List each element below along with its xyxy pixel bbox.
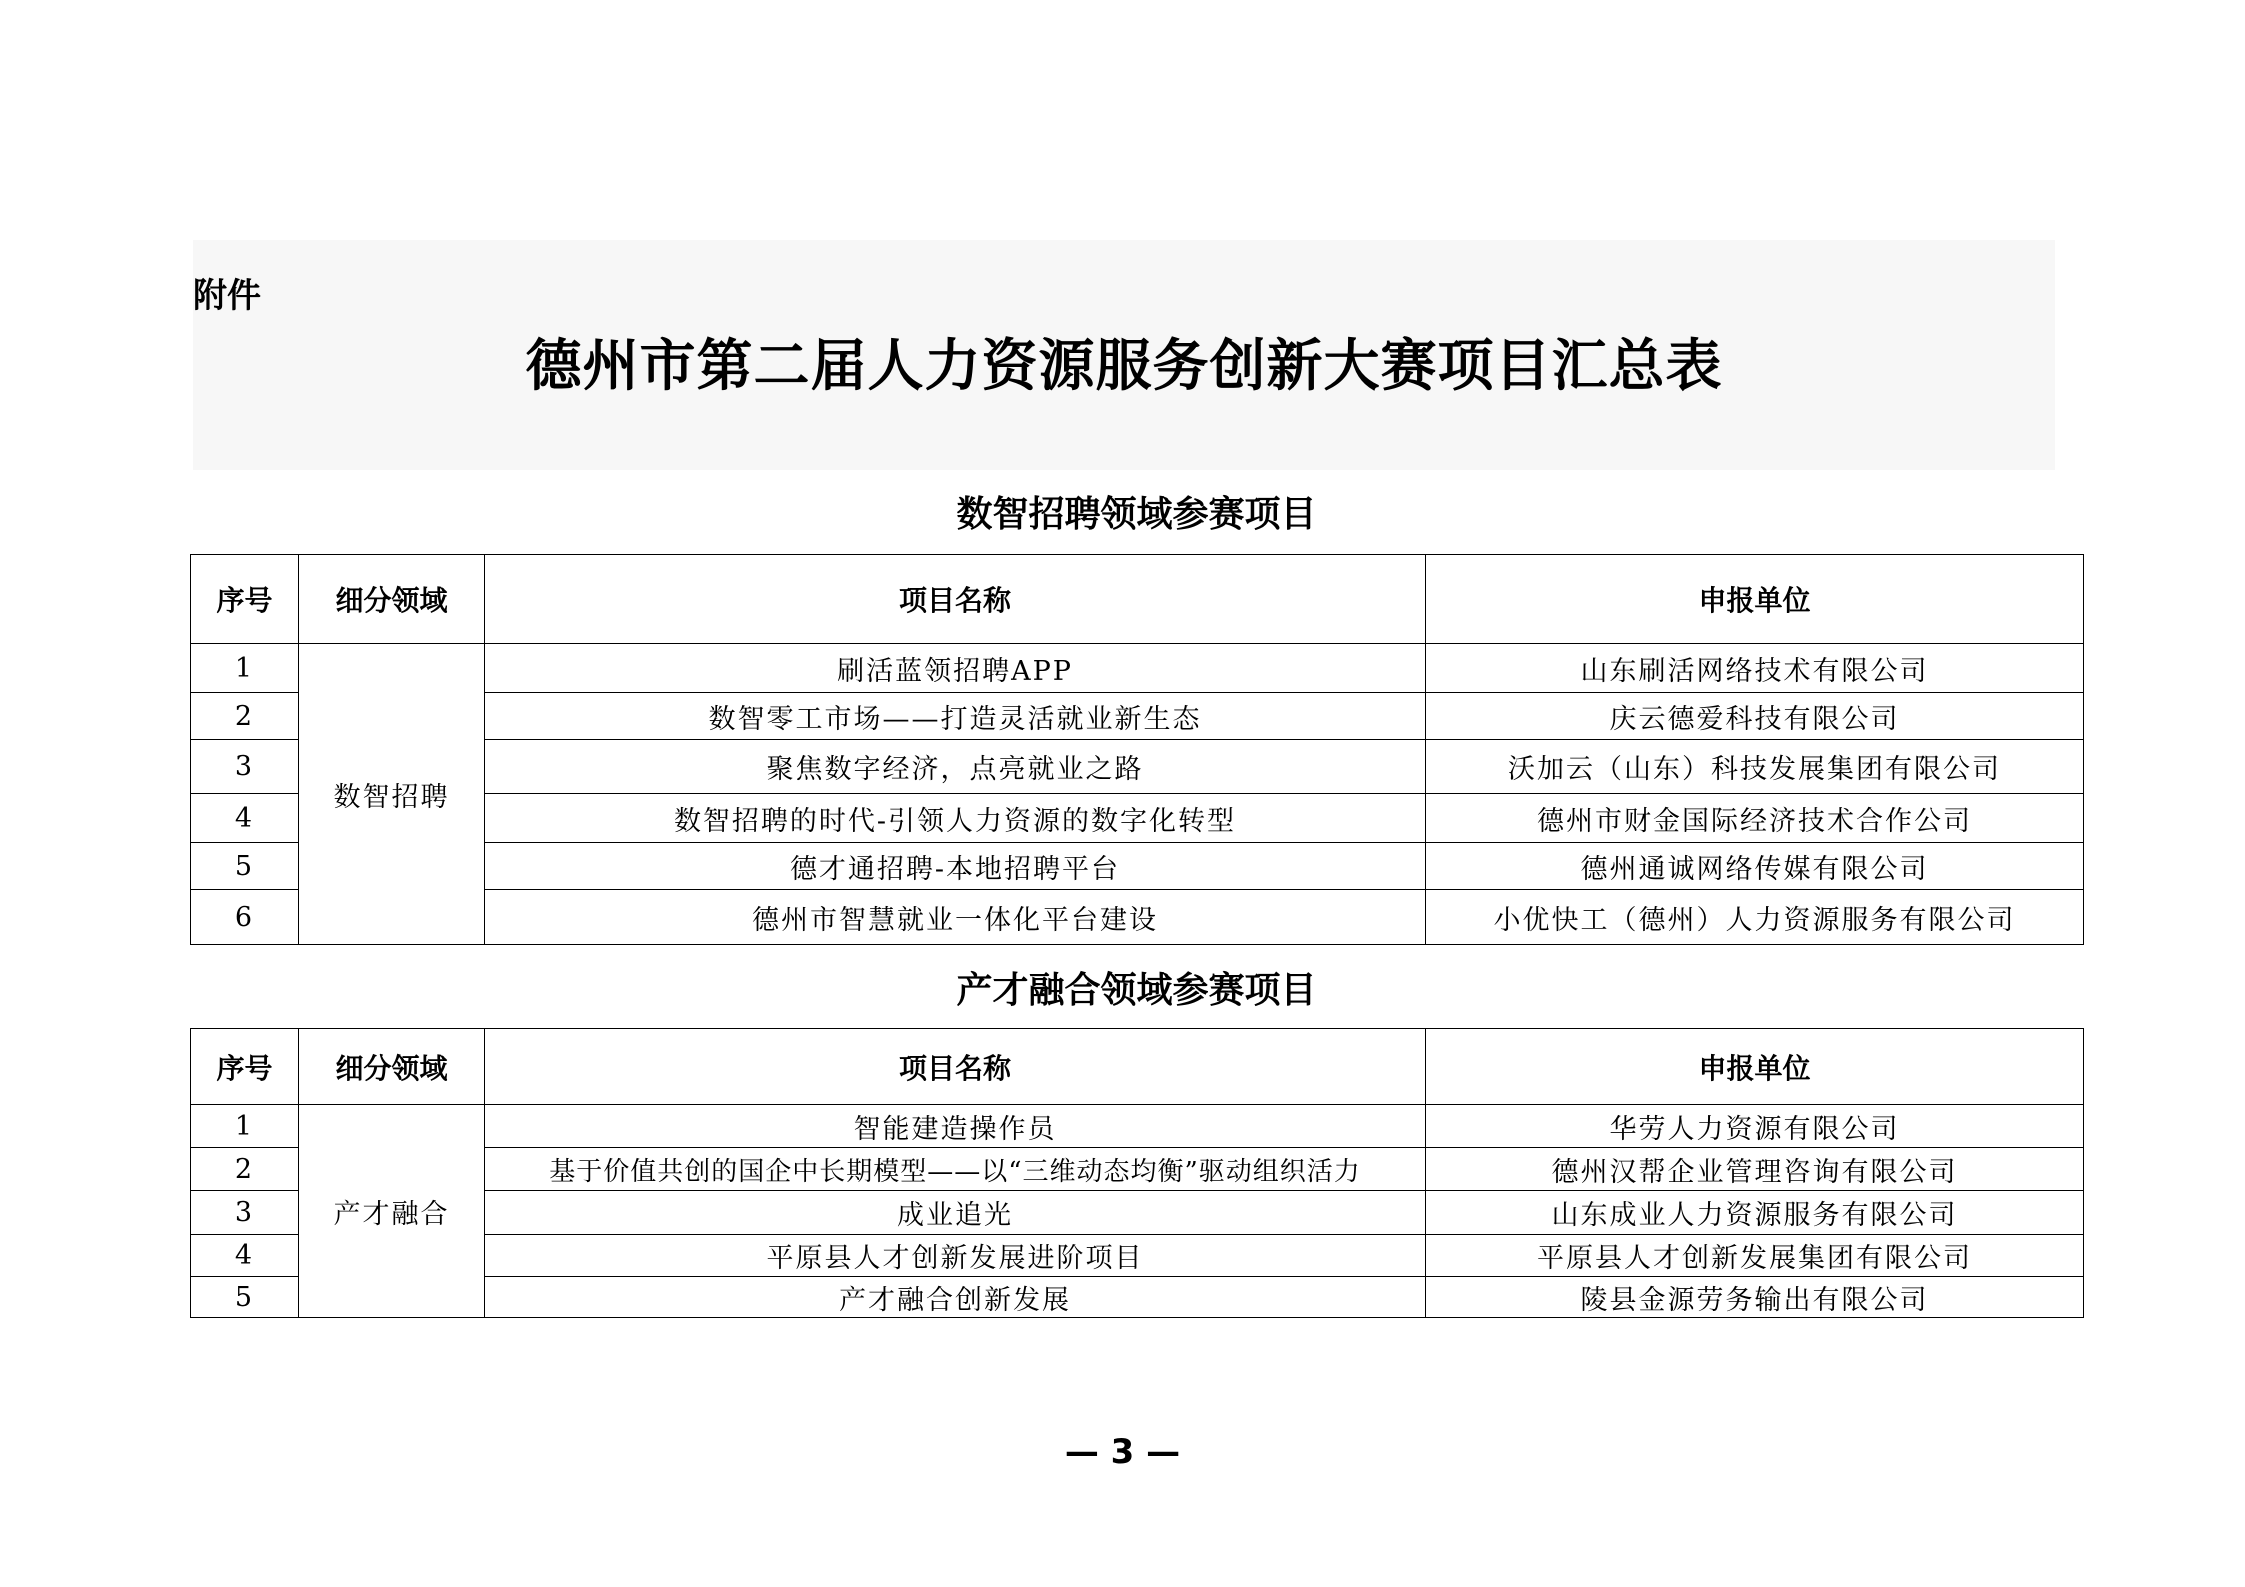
col-header-unit: 申报单位 xyxy=(1426,1029,2084,1105)
row-unit: 庆云德爱科技有限公司 xyxy=(1426,693,2084,740)
row-unit: 德州汉帮企业管理咨询有限公司 xyxy=(1426,1148,2084,1191)
table-header-row xyxy=(191,555,2084,644)
row-project: 智能建造操作员 xyxy=(485,1105,1426,1148)
col-header-category: 细分领域 xyxy=(299,555,485,644)
page-title: 德州市第二届人力资源服务创新大赛项目汇总表 xyxy=(525,333,1723,399)
row-no: 1 xyxy=(191,1105,299,1148)
row-unit: 山东成业人力资源服务有限公司 xyxy=(1426,1191,2084,1235)
row-no: 2 xyxy=(191,693,299,740)
section2-title: 产才融合领域参赛项目 xyxy=(956,969,1317,1011)
row-unit: 华劳人力资源有限公司 xyxy=(1426,1105,2084,1148)
row-project: 聚焦数字经济，点亮就业之路 xyxy=(485,740,1426,794)
category-cell: 数智招聘 xyxy=(299,644,485,945)
row-project: 数智零工市场——打造灵活就业新生态 xyxy=(485,693,1426,740)
row-no: 3 xyxy=(191,740,299,794)
col-header-unit: 申报单位 xyxy=(1426,555,2084,644)
row-unit: 山东刷活网络技术有限公司 xyxy=(1426,644,2084,693)
col-header-category: 细分领域 xyxy=(299,1029,485,1105)
row-project: 基于价值共创的国企中长期模型——以“三维动态均衡”驱动组织活力 xyxy=(485,1148,1426,1191)
table-row xyxy=(191,1105,2084,1148)
row-no: 4 xyxy=(191,794,299,843)
row-unit: 德州市财金国际经济技术合作公司 xyxy=(1426,794,2084,843)
row-no: 4 xyxy=(191,1235,299,1277)
page-number: — 3 — xyxy=(1064,1432,1181,1472)
row-no: 5 xyxy=(191,1277,299,1318)
row-unit: 德州通诚网络传媒有限公司 xyxy=(1426,843,2084,890)
row-project: 成业追光 xyxy=(485,1191,1426,1235)
row-no: 2 xyxy=(191,1148,299,1191)
row-no: 1 xyxy=(191,644,299,693)
row-project: 产才融合创新发展 xyxy=(485,1277,1426,1318)
section1-table xyxy=(190,554,2084,945)
section2-table xyxy=(190,1028,2084,1318)
col-header-no: 序号 xyxy=(191,555,299,644)
row-no: 6 xyxy=(191,890,299,945)
section1-title: 数智招聘领域参赛项目 xyxy=(956,493,1317,535)
attachment-label: 附件 xyxy=(193,276,261,316)
row-project: 刷活蓝领招聘APP xyxy=(485,644,1426,693)
table-header-row xyxy=(191,1029,2084,1105)
row-project: 德州市智慧就业一体化平台建设 xyxy=(485,890,1426,945)
col-header-no: 序号 xyxy=(191,1029,299,1105)
table-row xyxy=(191,644,2084,693)
row-project: 平原县人才创新发展进阶项目 xyxy=(485,1235,1426,1277)
category-cell: 产才融合 xyxy=(299,1105,485,1318)
col-header-project: 项目名称 xyxy=(485,1029,1426,1105)
row-unit: 平原县人才创新发展集团有限公司 xyxy=(1426,1235,2084,1277)
row-unit: 沃加云（山东）科技发展集团有限公司 xyxy=(1426,740,2084,794)
row-no: 3 xyxy=(191,1191,299,1235)
row-unit: 陵县金源劳务输出有限公司 xyxy=(1426,1277,2084,1318)
row-project: 数智招聘的时代-引领人力资源的数字化转型 xyxy=(485,794,1426,843)
row-project: 德才通招聘-本地招聘平台 xyxy=(485,843,1426,890)
col-header-project: 项目名称 xyxy=(485,555,1426,644)
row-no: 5 xyxy=(191,843,299,890)
row-unit: 小优快工（德州）人力资源服务有限公司 xyxy=(1426,890,2084,945)
